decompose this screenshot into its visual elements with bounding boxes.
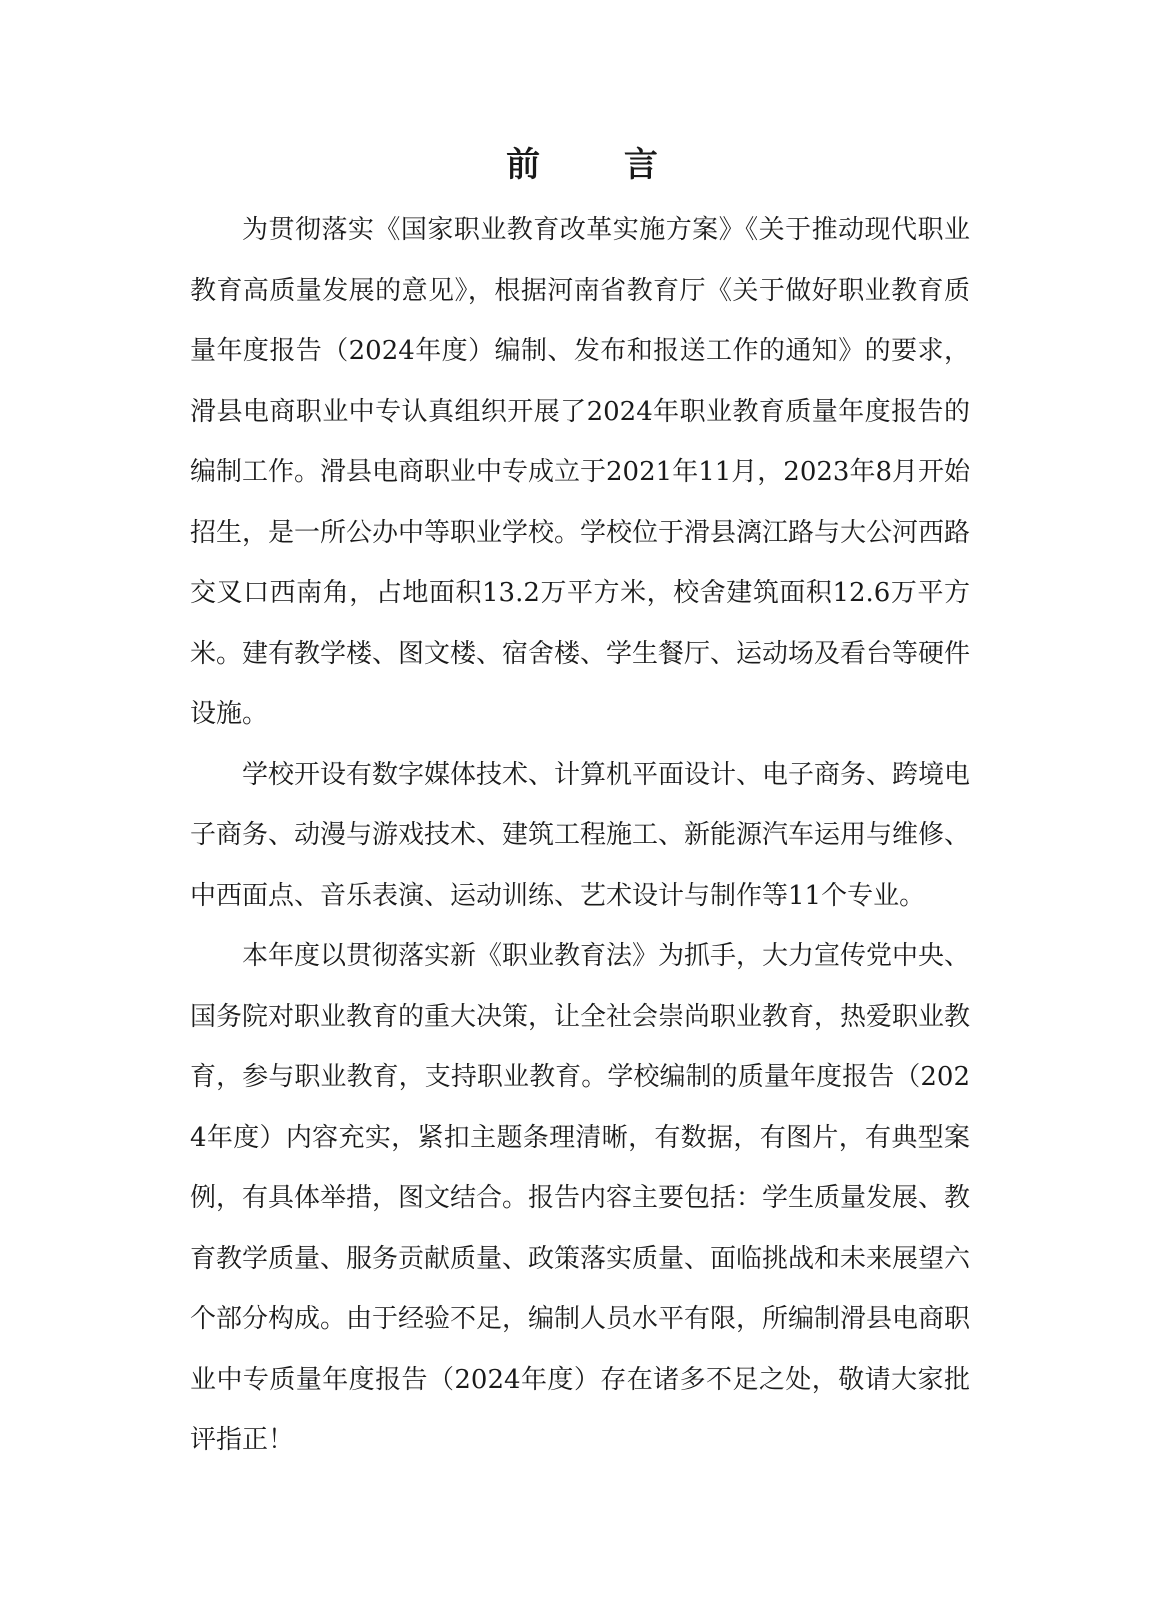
paragraph-3: 本年度以贯彻落实新《职业教育法》为抓手，大力宣传党中央、国务院对职业教育的重大决策，让全社会崇尚职业教育，热爱职业教育，参与职业教育，支持职业教育。学校编制的质量年度报告（2024年度）内容充实，紧扣主题条理清晰，有数据，有图片，有典型案例，有具体举措，图文结合。报告内容主要包括：学生质量发展、教育教学质量、服务贡献质量、政策落实质量、面临挑战和未来展望六个部分构成。由于经验不足，编制人员水平有限，所编制滑县电商职业中专质量年度报告（2024年度）存在诸多不足之处，敬请大家批评指正！	[190, 941, 971, 1455]
paragraph-2: 学校开设有数字媒体技术、计算机平面设计、电子商务、跨境电子商务、动漫与游戏技术、建筑工程施工、新能源汽车运用与维修、中西面点、音乐表演、运动训练、艺术设计与制作等11个专业。	[190, 759, 971, 911]
paragraph-1: 为贯彻落实《国家职业教育改革实施方案》《关于推动现代职业教育高质量发展的意见》，根据河南省教育厅《关于做好职业教育质量年度报告（2024年度）编制、发布和报送工作的通知》的要求，滑县电商职业中专认真组织开展了2024年职业教育质量年度报告的编制工作。滑县电商职业中专成立于2021年11月，2023年8月开始招生，是一所公办中等职业学校。学校位于滑县漓江路与大公河西路交叉口西南角，占地面积13.2万平方米，校舍建筑面积12.6万平方米。建有教学楼、图文楼、宿舍楼、学生餐厅、运动场及看台等硬件设施。	[190, 215, 971, 729]
page-title: 前 言	[506, 145, 694, 185]
document-body	[190, 200, 970, 1471]
